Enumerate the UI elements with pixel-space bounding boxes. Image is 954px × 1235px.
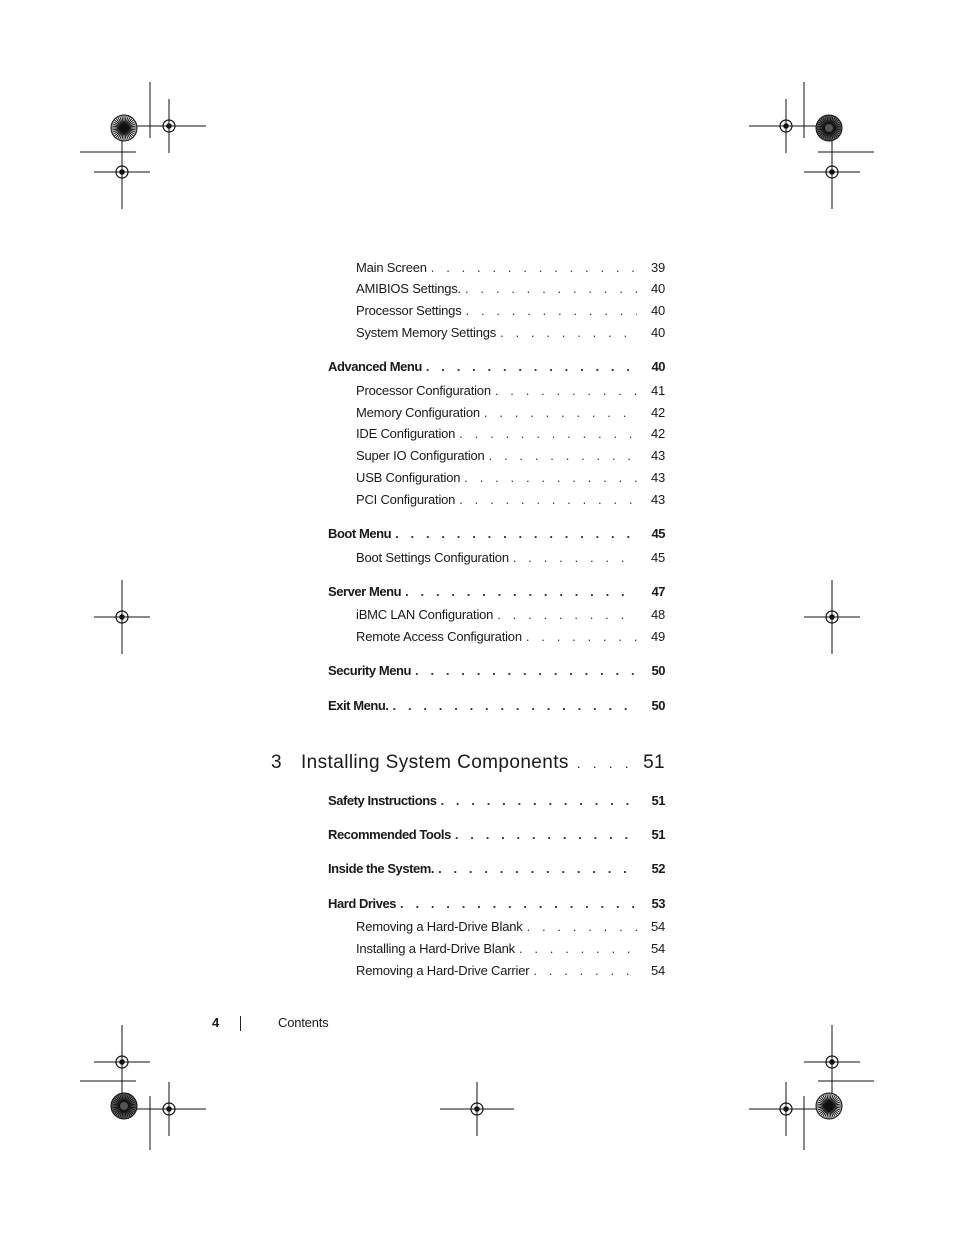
- dot-leader: [513, 550, 637, 566]
- dot-leader: [489, 448, 637, 464]
- dot-leader: [395, 526, 637, 542]
- chapter-page: 51: [643, 752, 665, 773]
- dot-leader: [500, 325, 637, 341]
- dot-leader: [415, 663, 637, 679]
- dot-leader: [465, 281, 637, 297]
- dot-leader: [577, 756, 635, 771]
- dot-leader: [393, 698, 637, 714]
- registration-dot-icon: [474, 1106, 480, 1112]
- page-number: 4: [212, 1015, 220, 1030]
- toc-entry-removing-hard-drive-blank[interactable]: Removing a Hard-Drive Blank . . . 54: [356, 919, 665, 935]
- toc-entry-ide-configuration[interactable]: IDE Configuration . . . 42: [356, 426, 665, 442]
- registration-dot-icon: [829, 1059, 835, 1065]
- toc-entry-removing-hard-drive-carrier[interactable]: Removing a Hard-Drive Carrier . . . 54: [356, 963, 665, 979]
- toc-entry-recommended-tools[interactable]: Recommended Tools . . . 51: [328, 827, 665, 843]
- registration-dot-icon: [119, 1059, 125, 1065]
- registration-dot-icon: [166, 123, 172, 129]
- dot-leader: [400, 896, 637, 912]
- dot-leader: [405, 584, 637, 600]
- dot-leader: [459, 492, 637, 508]
- dot-leader: [495, 383, 637, 399]
- registration-dot-icon: [829, 169, 835, 175]
- dot-leader: [526, 629, 637, 645]
- toc-entry-main-screen[interactable]: Main Screen . . . 39: [356, 260, 665, 276]
- registration-dot-icon: [166, 1106, 172, 1112]
- chapter-title: Installing System Components: [301, 752, 569, 773]
- toc-entry-security-menu[interactable]: Security Menu . . . 50: [328, 663, 665, 679]
- dot-leader: [438, 861, 637, 877]
- toc-entry-advanced-menu[interactable]: Advanced Menu . . . 40: [328, 359, 665, 375]
- toc-entry-processor-configuration[interactable]: Processor Configuration . . . 41: [356, 383, 665, 399]
- dot-leader: [519, 941, 637, 957]
- footer-label: Contents: [278, 1015, 329, 1030]
- dot-leader: [527, 919, 637, 935]
- toc-entry-memory-configuration[interactable]: Memory Configuration . . . 42: [356, 405, 665, 421]
- dot-leader: [464, 470, 637, 486]
- toc-entry-exit-menu[interactable]: Exit Menu. . . . 50: [328, 698, 665, 714]
- toc-entry-remote-access-configuration[interactable]: Remote Access Configuration . . . 49: [356, 629, 665, 645]
- starburst-center: [825, 124, 833, 132]
- registration-dot-icon: [119, 169, 125, 175]
- dot-leader: [455, 827, 637, 843]
- toc-entry-amibios-settings[interactable]: AMIBIOS Settings. . . . 40: [356, 281, 665, 297]
- toc-entry-hard-drives[interactable]: Hard Drives . . . 53: [328, 896, 665, 912]
- dot-leader: [440, 793, 637, 809]
- toc-entry-ibmc-lan-configuration[interactable]: iBMC LAN Configuration . . . 48: [356, 607, 665, 623]
- toc-entry-boot-menu[interactable]: Boot Menu . . . 45: [328, 526, 665, 542]
- dot-leader: [484, 405, 637, 421]
- dot-leader: [431, 260, 637, 276]
- registration-dot-icon: [119, 614, 125, 620]
- toc-entry-processor-settings[interactable]: Processor Settings . . . 40: [356, 303, 665, 319]
- toc-entry-installing-hard-drive-blank[interactable]: Installing a Hard-Drive Blank . . . 54: [356, 941, 665, 957]
- toc-entry-inside-the-system[interactable]: Inside the System. . . . 52: [328, 861, 665, 877]
- registration-dot-icon: [783, 1106, 789, 1112]
- toc-entry-server-menu[interactable]: Server Menu . . . 47: [328, 584, 665, 600]
- dot-leader: [533, 963, 637, 979]
- registration-dot-icon: [829, 614, 835, 620]
- footer-divider: [240, 1016, 241, 1031]
- toc-entry-super-io-configuration[interactable]: Super IO Configuration . . . 43: [356, 448, 665, 464]
- toc-entry-system-memory-settings[interactable]: System Memory Settings . . . 40: [356, 325, 665, 341]
- toc-entry-boot-settings-configuration[interactable]: Boot Settings Configuration . . . 45: [356, 550, 665, 566]
- toc-entry-pci-configuration[interactable]: PCI Configuration . . . 43: [356, 492, 665, 508]
- toc-chapter-heading[interactable]: [271, 752, 665, 774]
- dot-leader: [466, 303, 637, 319]
- dot-leader: [497, 607, 637, 623]
- dot-leader: [459, 426, 637, 442]
- registration-dot-icon: [783, 123, 789, 129]
- dot-leader: [426, 359, 637, 375]
- toc-entry-usb-configuration[interactable]: USB Configuration . . . 43: [356, 470, 665, 486]
- starburst-center: [120, 1102, 128, 1110]
- toc-entry-safety-instructions[interactable]: Safety Instructions . . . 51: [328, 793, 665, 809]
- chapter-number: 3: [271, 752, 282, 773]
